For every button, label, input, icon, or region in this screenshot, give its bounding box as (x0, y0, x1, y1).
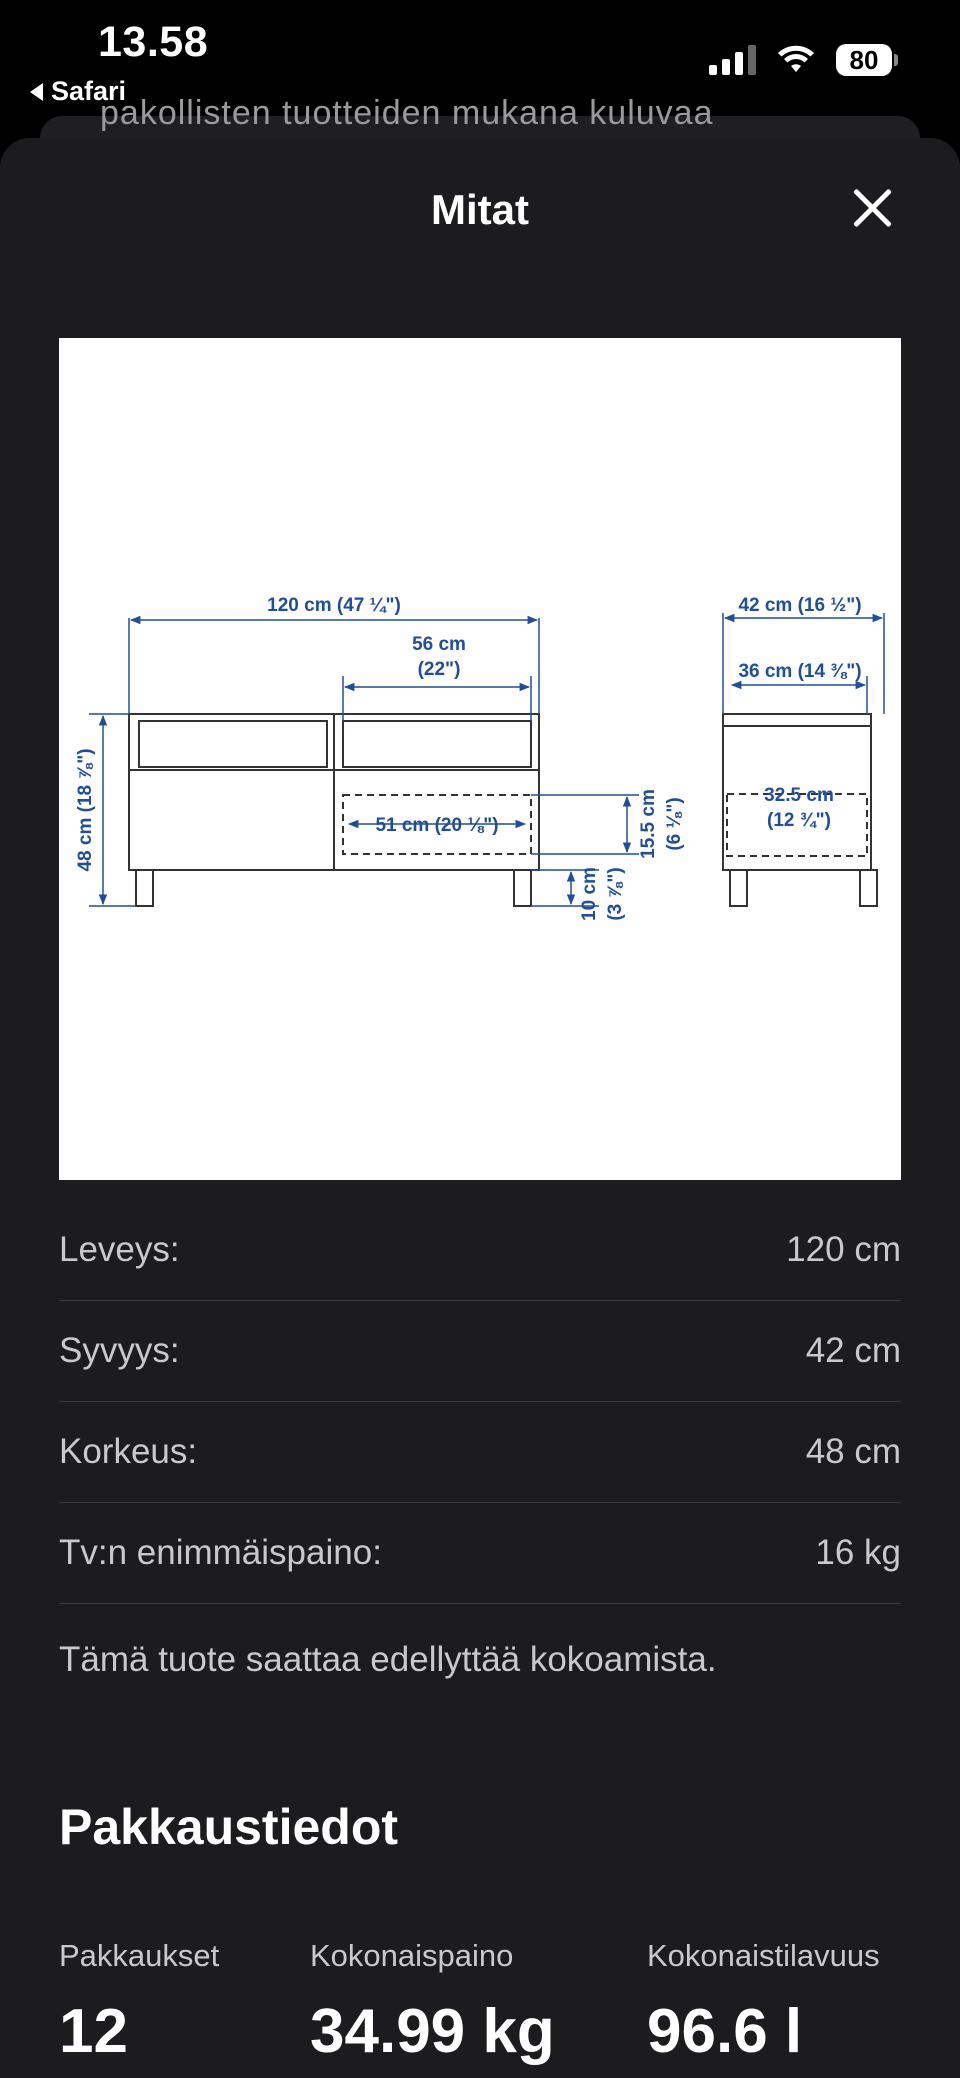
total-weight-value: 34.99 kg (310, 1997, 555, 2066)
label-depth-total: 42 cm (16 ½") (738, 595, 862, 616)
label-drawer-width: 51 cm (20 ⅛") (375, 815, 499, 836)
total-volume-label: Kokonaistilavuus (647, 1938, 880, 1973)
spec-row-height (59, 1402, 901, 1503)
total-weight-label: Kokonaispaino (310, 1938, 514, 1973)
battery-icon (836, 44, 898, 76)
spec-row-depth (59, 1301, 901, 1402)
packages-value: 12 (59, 1997, 128, 2066)
spec-row-width (59, 1200, 901, 1301)
label-compartment-width-in: (22") (417, 659, 461, 680)
status-icons (709, 44, 898, 76)
status-time: 13.58 (98, 18, 209, 66)
background-sheet-text: pakollisten tuotteiden mukana kuluvaa (100, 94, 714, 132)
dimension-diagram (59, 338, 901, 1180)
packages-stat (59, 1938, 219, 2067)
label-drawer-depth-in: (12 ¾") (767, 810, 831, 831)
label-drawer-height-in: (6 ⅛") (664, 797, 685, 851)
spec-value: 120 cm (786, 1230, 901, 1269)
battery-level: 80 (836, 44, 892, 76)
label-compartment-width-cm: 56 cm (412, 634, 466, 655)
label-width-total: 120 cm (47 ¼") (267, 595, 401, 616)
spec-value: 42 cm (805, 1331, 901, 1370)
total-weight-stat (310, 1938, 555, 2067)
label-height-total: 48 cm (18 ⅞") (75, 748, 96, 872)
packaging-title: Pakkaustiedot (59, 1799, 399, 1855)
spec-value: 48 cm (805, 1432, 901, 1471)
sheet-title: Mitat (431, 186, 529, 233)
packages-label: Pakkaukset (59, 1938, 220, 1973)
spec-label: Korkeus: (59, 1432, 198, 1471)
back-arrow-icon (30, 83, 43, 101)
spec-value: 16 kg (815, 1533, 901, 1572)
dimensions-sheet (0, 138, 960, 2078)
label-leg-height-cm: 10 cm (579, 867, 600, 921)
wifi-icon (778, 46, 814, 74)
cellular-signal-icon (709, 45, 756, 75)
spec-label: Tv:n enimmäispaino: (59, 1533, 382, 1572)
close-icon[interactable] (850, 186, 894, 230)
spec-list (59, 1200, 901, 1604)
total-volume-stat (647, 1938, 880, 2067)
assembly-note: Tämä tuote saattaa edellyttää kokoamista. (59, 1640, 717, 1679)
spec-label: Leveys: (59, 1230, 180, 1269)
label-drawer-height-cm: 15.5 cm (638, 789, 659, 859)
dimension-drawing (59, 338, 901, 1180)
label-inner-depth: 36 cm (14 ⅜") (738, 661, 862, 682)
spec-row-tv-max-weight (59, 1503, 901, 1604)
spec-label: Syvyys: (59, 1331, 180, 1370)
total-volume-value: 96.6 l (647, 1997, 803, 2066)
label-leg-height-in: (3 ⅞") (605, 867, 626, 921)
tv-bench-front-view (129, 714, 539, 906)
dimension-lines (89, 613, 884, 906)
label-drawer-depth-cm: 32.5 cm (764, 785, 834, 806)
back-app-label: Safari (51, 76, 127, 106)
